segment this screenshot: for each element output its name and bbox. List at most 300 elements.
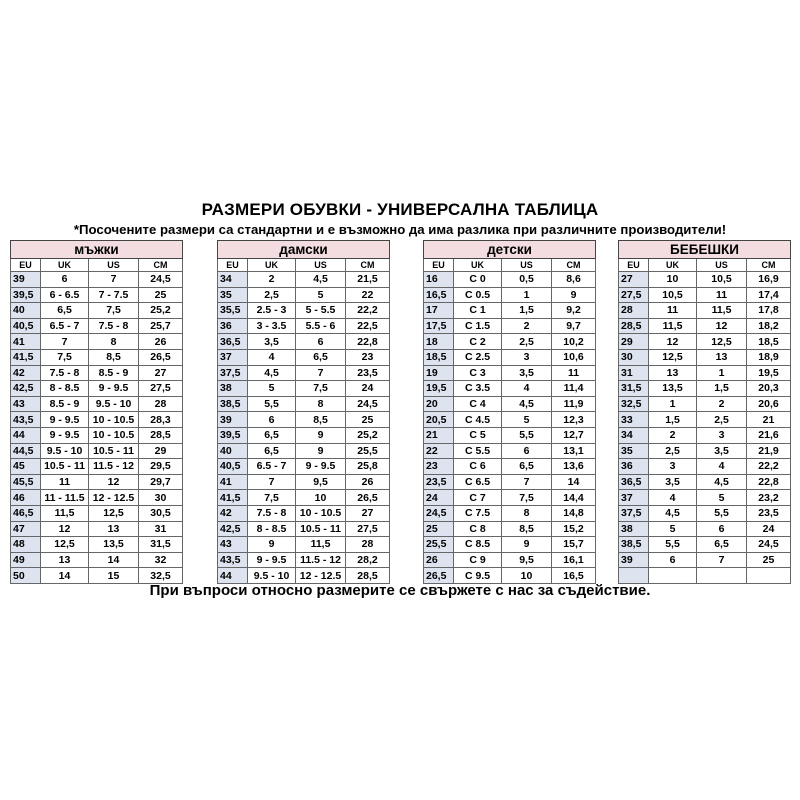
cell-us: 13 [89,521,139,537]
cell-us: 8,5 [502,521,552,537]
table-row [11,412,183,428]
cell-us: 6 [502,443,552,459]
cell-us: 10 - 10.5 [89,412,139,428]
cell-eu: 45,5 [11,474,41,490]
column-header-cm: CM [747,259,791,272]
cell-us: 13,5 [89,537,139,553]
column-header-us: US [89,259,139,272]
table-row [619,490,791,506]
cell-eu: 34 [619,427,649,443]
cell-eu: 31 [619,365,649,381]
cell-uk: C 3 [454,365,502,381]
cell-us: 6 [296,334,346,350]
cell-uk: 8 - 8.5 [41,381,89,397]
cell-uk: 7,5 [248,490,296,506]
cell-uk: 13 [649,365,697,381]
cell-us: 8 [502,505,552,521]
cell-eu: 41 [11,334,41,350]
category-header: мъжки [11,241,183,259]
cell-cm: 9 [552,287,596,303]
cell-cm: 21,5 [346,272,390,288]
cell-eu: 33 [619,412,649,428]
table-row [619,349,791,365]
cell-us: 12,5 [89,505,139,521]
cell-cm: 11,4 [552,381,596,397]
cell-eu: 28 [619,303,649,319]
cell-eu: 46 [11,490,41,506]
cell-uk: 11,5 [41,505,89,521]
cell-eu: 31,5 [619,381,649,397]
cell-us: 6 [697,521,747,537]
disclaimer-note: *Посочените размери са стандартни и е възможно да има разлика при различните производители! [73,222,727,237]
cell-eu: 37 [218,349,248,365]
column-header-cm: CM [346,259,390,272]
cell-uk: 11 - 11.5 [41,490,89,506]
cell-uk: 3,5 [649,474,697,490]
cell-us: 7,5 [89,303,139,319]
column-header-eu: EU [619,259,649,272]
cell-cm: 14,8 [552,505,596,521]
cell-us: 9,5 [502,552,552,568]
table-row [619,381,791,397]
table-row [619,365,791,381]
table-row [11,505,183,521]
cell-eu: 36,5 [619,474,649,490]
table-row [218,396,390,412]
cell-uk: 2 [649,427,697,443]
cell-eu: 27,5 [619,287,649,303]
cell-us: 7 [296,365,346,381]
cell-us: 1,5 [502,303,552,319]
cell-eu: 42 [218,505,248,521]
table-row [218,412,390,428]
cell-eu: 41 [218,474,248,490]
size-table-0 [10,240,183,584]
cell-us: 0,5 [502,272,552,288]
cell-us: 9 - 9.5 [296,459,346,475]
cell-cm: 28,3 [139,412,183,428]
cell-us: 7.5 - 8 [89,318,139,334]
cell-uk: 4,5 [248,365,296,381]
cell-eu: 39 [619,552,649,568]
cell-uk: 5,5 [649,537,697,553]
page-title: РАЗМЕРИ ОБУВКИ - УНИВЕРСАЛНА ТАБЛИЦА [201,200,599,219]
cell-us: 11,5 [697,303,747,319]
cell-cm: 18,2 [747,318,791,334]
cell-us: 12,5 [697,334,747,350]
cell-cm: 22,5 [346,318,390,334]
table-row [218,443,390,459]
cell-eu: 39 [218,412,248,428]
cell-eu: 40 [218,443,248,459]
table-row [11,287,183,303]
cell-us: 14 [89,552,139,568]
cell-us: 10 [296,490,346,506]
table-row [424,381,596,397]
cell-uk: 2 [248,272,296,288]
cell-cm: 32,5 [139,568,183,584]
cell-cm: 31,5 [139,537,183,553]
cell-eu: 41,5 [11,349,41,365]
table-row [424,318,596,334]
cell-us: 3,5 [502,365,552,381]
column-header-us: US [697,259,747,272]
table-row [424,552,596,568]
cell-cm: 10,2 [552,334,596,350]
cell-uk: 6,5 [41,303,89,319]
table-row [218,474,390,490]
cell-us: 11,5 [296,537,346,553]
cell-cm: 9,7 [552,318,596,334]
column-header-uk: UK [41,259,89,272]
cell-eu: 22 [424,443,454,459]
column-header-eu: EU [11,259,41,272]
table-row [619,474,791,490]
column-header-uk: UK [454,259,502,272]
cell-us: 10 [502,568,552,584]
table-row [424,459,596,475]
cell-eu: 35,5 [218,303,248,319]
table-row [11,318,183,334]
cell-cm: 20,6 [747,396,791,412]
cell-us: 11.5 - 12 [296,552,346,568]
cell-cm: 11,9 [552,396,596,412]
cell-cm: 22,2 [747,459,791,475]
cell-cm: 30,5 [139,505,183,521]
table-row [424,287,596,303]
table-row [218,552,390,568]
cell-uk: 7.5 - 8 [248,505,296,521]
cell-cm: 22,8 [346,334,390,350]
cell-eu: 38 [619,521,649,537]
cell-us: 12 [89,474,139,490]
cell-uk: 6 [649,552,697,568]
category-header: дамски [218,241,390,259]
cell-cm: 21,6 [747,427,791,443]
table-row [11,490,183,506]
cell-cm: 30 [139,490,183,506]
cell-us: 10.5 - 11 [296,521,346,537]
table-row [11,427,183,443]
table-row [424,365,596,381]
table-row [424,505,596,521]
cell-us: 6,5 [697,537,747,553]
cell-uk: C 6 [454,459,502,475]
table-row [424,272,596,288]
cell-uk: C 9.5 [454,568,502,584]
cell-uk: 9.5 - 10 [248,568,296,584]
cell-eu: 16,5 [424,287,454,303]
table-row [11,443,183,459]
cell-cm: 20,3 [747,381,791,397]
cell-uk: 10,5 [649,287,697,303]
cell-us: 6,5 [502,459,552,475]
cell-eu: 39 [11,272,41,288]
table-row [11,334,183,350]
cell-uk: 12 [41,521,89,537]
cell-eu: 36 [218,318,248,334]
table-row [11,365,183,381]
cell-uk: 12,5 [41,537,89,553]
cell-eu: 27 [619,272,649,288]
cell-cm: 24,5 [346,396,390,412]
cell-us: 2,5 [697,412,747,428]
table-row [11,474,183,490]
table-row [619,443,791,459]
cell-cm: 22,8 [747,474,791,490]
cell-uk: 13 [41,552,89,568]
cell-us: 1,5 [697,381,747,397]
cell-eu: 26 [424,552,454,568]
cell-cm: 27 [346,505,390,521]
cell-cm: 27,5 [346,521,390,537]
cell-cm: 26 [139,334,183,350]
cell-eu: 40 [11,303,41,319]
cell-uk: 6 [41,272,89,288]
cell-uk: 2,5 [248,287,296,303]
table-row [218,427,390,443]
size-table-3 [618,240,791,584]
cell-uk: C 7 [454,490,502,506]
cell-cm: 25,2 [346,427,390,443]
cell-us: 5 [502,412,552,428]
table-row [218,459,390,475]
cell-eu: 44 [218,568,248,584]
cell-us: 2 [502,318,552,334]
cell-us: 2 [697,396,747,412]
table-row [218,490,390,506]
table-row [619,552,791,568]
table-row [424,521,596,537]
cell-eu: 40,5 [218,459,248,475]
table-row [11,381,183,397]
cell-cm: 15,7 [552,537,596,553]
cell-eu: 35 [619,443,649,459]
cell-us: 8 [89,334,139,350]
cell-uk: C 3.5 [454,381,502,397]
column-header-eu: EU [218,259,248,272]
cell-cm: 12,7 [552,427,596,443]
cell-uk: C 8 [454,521,502,537]
cell-us: 7 [89,272,139,288]
cell-us: 3,5 [697,443,747,459]
table-row [619,318,791,334]
cell-uk: 6,5 [248,427,296,443]
cell-eu: 37 [619,490,649,506]
cell-cm: 25 [139,287,183,303]
cell-uk: 9 - 9.5 [41,427,89,443]
cell-cm: 24,5 [139,272,183,288]
cell-us: 12 [697,318,747,334]
cell-eu: 21 [424,427,454,443]
table-row [424,396,596,412]
cell-eu: 45 [11,459,41,475]
cell-cm: 21 [747,412,791,428]
cell-eu: 41,5 [218,490,248,506]
cell-eu: 37,5 [218,365,248,381]
cell-us: 12 - 12.5 [296,568,346,584]
cell-us: 7 [697,552,747,568]
cell-uk: C 4 [454,396,502,412]
cell-uk: C 0.5 [454,287,502,303]
cell-eu: 18,5 [424,349,454,365]
table-row [11,349,183,365]
cell-cm: 27 [139,365,183,381]
cell-uk: 3 - 3.5 [248,318,296,334]
cell-us: 9 - 9.5 [89,381,139,397]
cell-eu: 23 [424,459,454,475]
table-row [11,272,183,288]
cell-us: 8 [296,396,346,412]
cell-eu: 35 [218,287,248,303]
cell-uk: 4 [248,349,296,365]
cell-uk: 6.5 - 7 [248,459,296,475]
column-header-cm: CM [139,259,183,272]
cell-eu: 36 [619,459,649,475]
cell-eu: 48 [11,537,41,553]
cell-eu: 29 [619,334,649,350]
cell-eu: 20 [424,396,454,412]
cell-us: 10.5 - 11 [89,443,139,459]
table-row [218,521,390,537]
cell-cm: 16,9 [747,272,791,288]
cell-us: 7 [502,474,552,490]
cell-eu: 18 [424,334,454,350]
cell-cm: 25 [346,412,390,428]
cell-eu: 39,5 [11,287,41,303]
cell-cm: 29 [139,443,183,459]
cell-us: 3 [697,427,747,443]
cell-cm: 28,5 [346,568,390,584]
cell-uk: 11 [41,474,89,490]
cell-uk: 9 [248,537,296,553]
cell-cm: 26,5 [346,490,390,506]
cell-cm: 18,9 [747,349,791,365]
cell-us: 11.5 - 12 [89,459,139,475]
cell-cm: 13,6 [552,459,596,475]
cell-uk: 3,5 [248,334,296,350]
cell-us: 9,5 [296,474,346,490]
size-table-2 [423,240,596,584]
table-row [11,396,183,412]
cell-us: 9 [296,427,346,443]
table-row [11,303,183,319]
cell-eu: 17,5 [424,318,454,334]
cell-cm: 12,3 [552,412,596,428]
cell-eu: 25 [424,521,454,537]
cell-uk: 12,5 [649,349,697,365]
table-row [218,334,390,350]
cell-uk: 2.5 - 3 [248,303,296,319]
cell-uk: 5 [649,521,697,537]
cell-cm: 29,5 [139,459,183,475]
table-row [424,443,596,459]
column-header-uk: UK [649,259,697,272]
cell-uk: 4 [649,490,697,506]
cell-eu: 25,5 [424,537,454,553]
cell-cm: 23,5 [747,505,791,521]
cell-cm: 23 [346,349,390,365]
table-row [424,334,596,350]
table-row [424,537,596,553]
cell-cm: 22 [346,287,390,303]
cell-uk: C 6.5 [454,474,502,490]
table-row [218,505,390,521]
cell-eu: 47 [11,521,41,537]
cell-us: 5 [697,490,747,506]
cell-us: 8,5 [296,412,346,428]
cell-eu: 42,5 [11,381,41,397]
cell-eu: 39,5 [218,427,248,443]
cell-cm: 23,5 [346,365,390,381]
cell-cm: 15,2 [552,521,596,537]
cell-uk: 7,5 [41,349,89,365]
cell-uk: 2,5 [649,443,697,459]
cell-eu: 43,5 [218,552,248,568]
cell-uk: 11,5 [649,318,697,334]
cell-us: 13 [697,349,747,365]
cell-eu: 44 [11,427,41,443]
cell-uk: C 5.5 [454,443,502,459]
cell-us: 15 [89,568,139,584]
cell-us: 4,5 [697,474,747,490]
cell-eu: 38,5 [218,396,248,412]
cell-uk: 8 - 8.5 [248,521,296,537]
cell-uk: C 5 [454,427,502,443]
cell-uk: 6 - 6.5 [41,287,89,303]
cell-cm: 25,8 [346,459,390,475]
table-row [218,303,390,319]
cell-cm: 14,4 [552,490,596,506]
cell-uk: 6 [248,412,296,428]
size-table-1 [217,240,390,584]
cell-eu: 44,5 [11,443,41,459]
cell-uk: C 1 [454,303,502,319]
table-row [424,303,596,319]
cell-eu: 20,5 [424,412,454,428]
column-header-uk: UK [248,259,296,272]
cell-cm: 9,2 [552,303,596,319]
cell-cm: 28,5 [139,427,183,443]
table-row [11,459,183,475]
cell-cm: 18,5 [747,334,791,350]
table-row [218,272,390,288]
cell-us: 3 [502,349,552,365]
table-row [218,381,390,397]
cell-us: 1 [502,287,552,303]
table-row [619,537,791,553]
cell-eu: 28,5 [619,318,649,334]
cell-cm: 31 [139,521,183,537]
table-row [424,490,596,506]
cell-eu: 26,5 [424,568,454,584]
table-row [424,412,596,428]
cell-uk: 12 [649,334,697,350]
cell-cm: 26,5 [139,349,183,365]
cell-eu: 46,5 [11,505,41,521]
column-header-us: US [502,259,552,272]
cell-eu: 32,5 [619,396,649,412]
cell-eu: 17 [424,303,454,319]
table-row [424,349,596,365]
table-row [11,521,183,537]
category-header: БЕБЕШКИ [619,241,791,259]
cell-cm: 13,1 [552,443,596,459]
cell-uk: 3 [649,459,697,475]
cell-uk: C 4.5 [454,412,502,428]
cell-cm: 28 [139,396,183,412]
cell-cm: 21,9 [747,443,791,459]
